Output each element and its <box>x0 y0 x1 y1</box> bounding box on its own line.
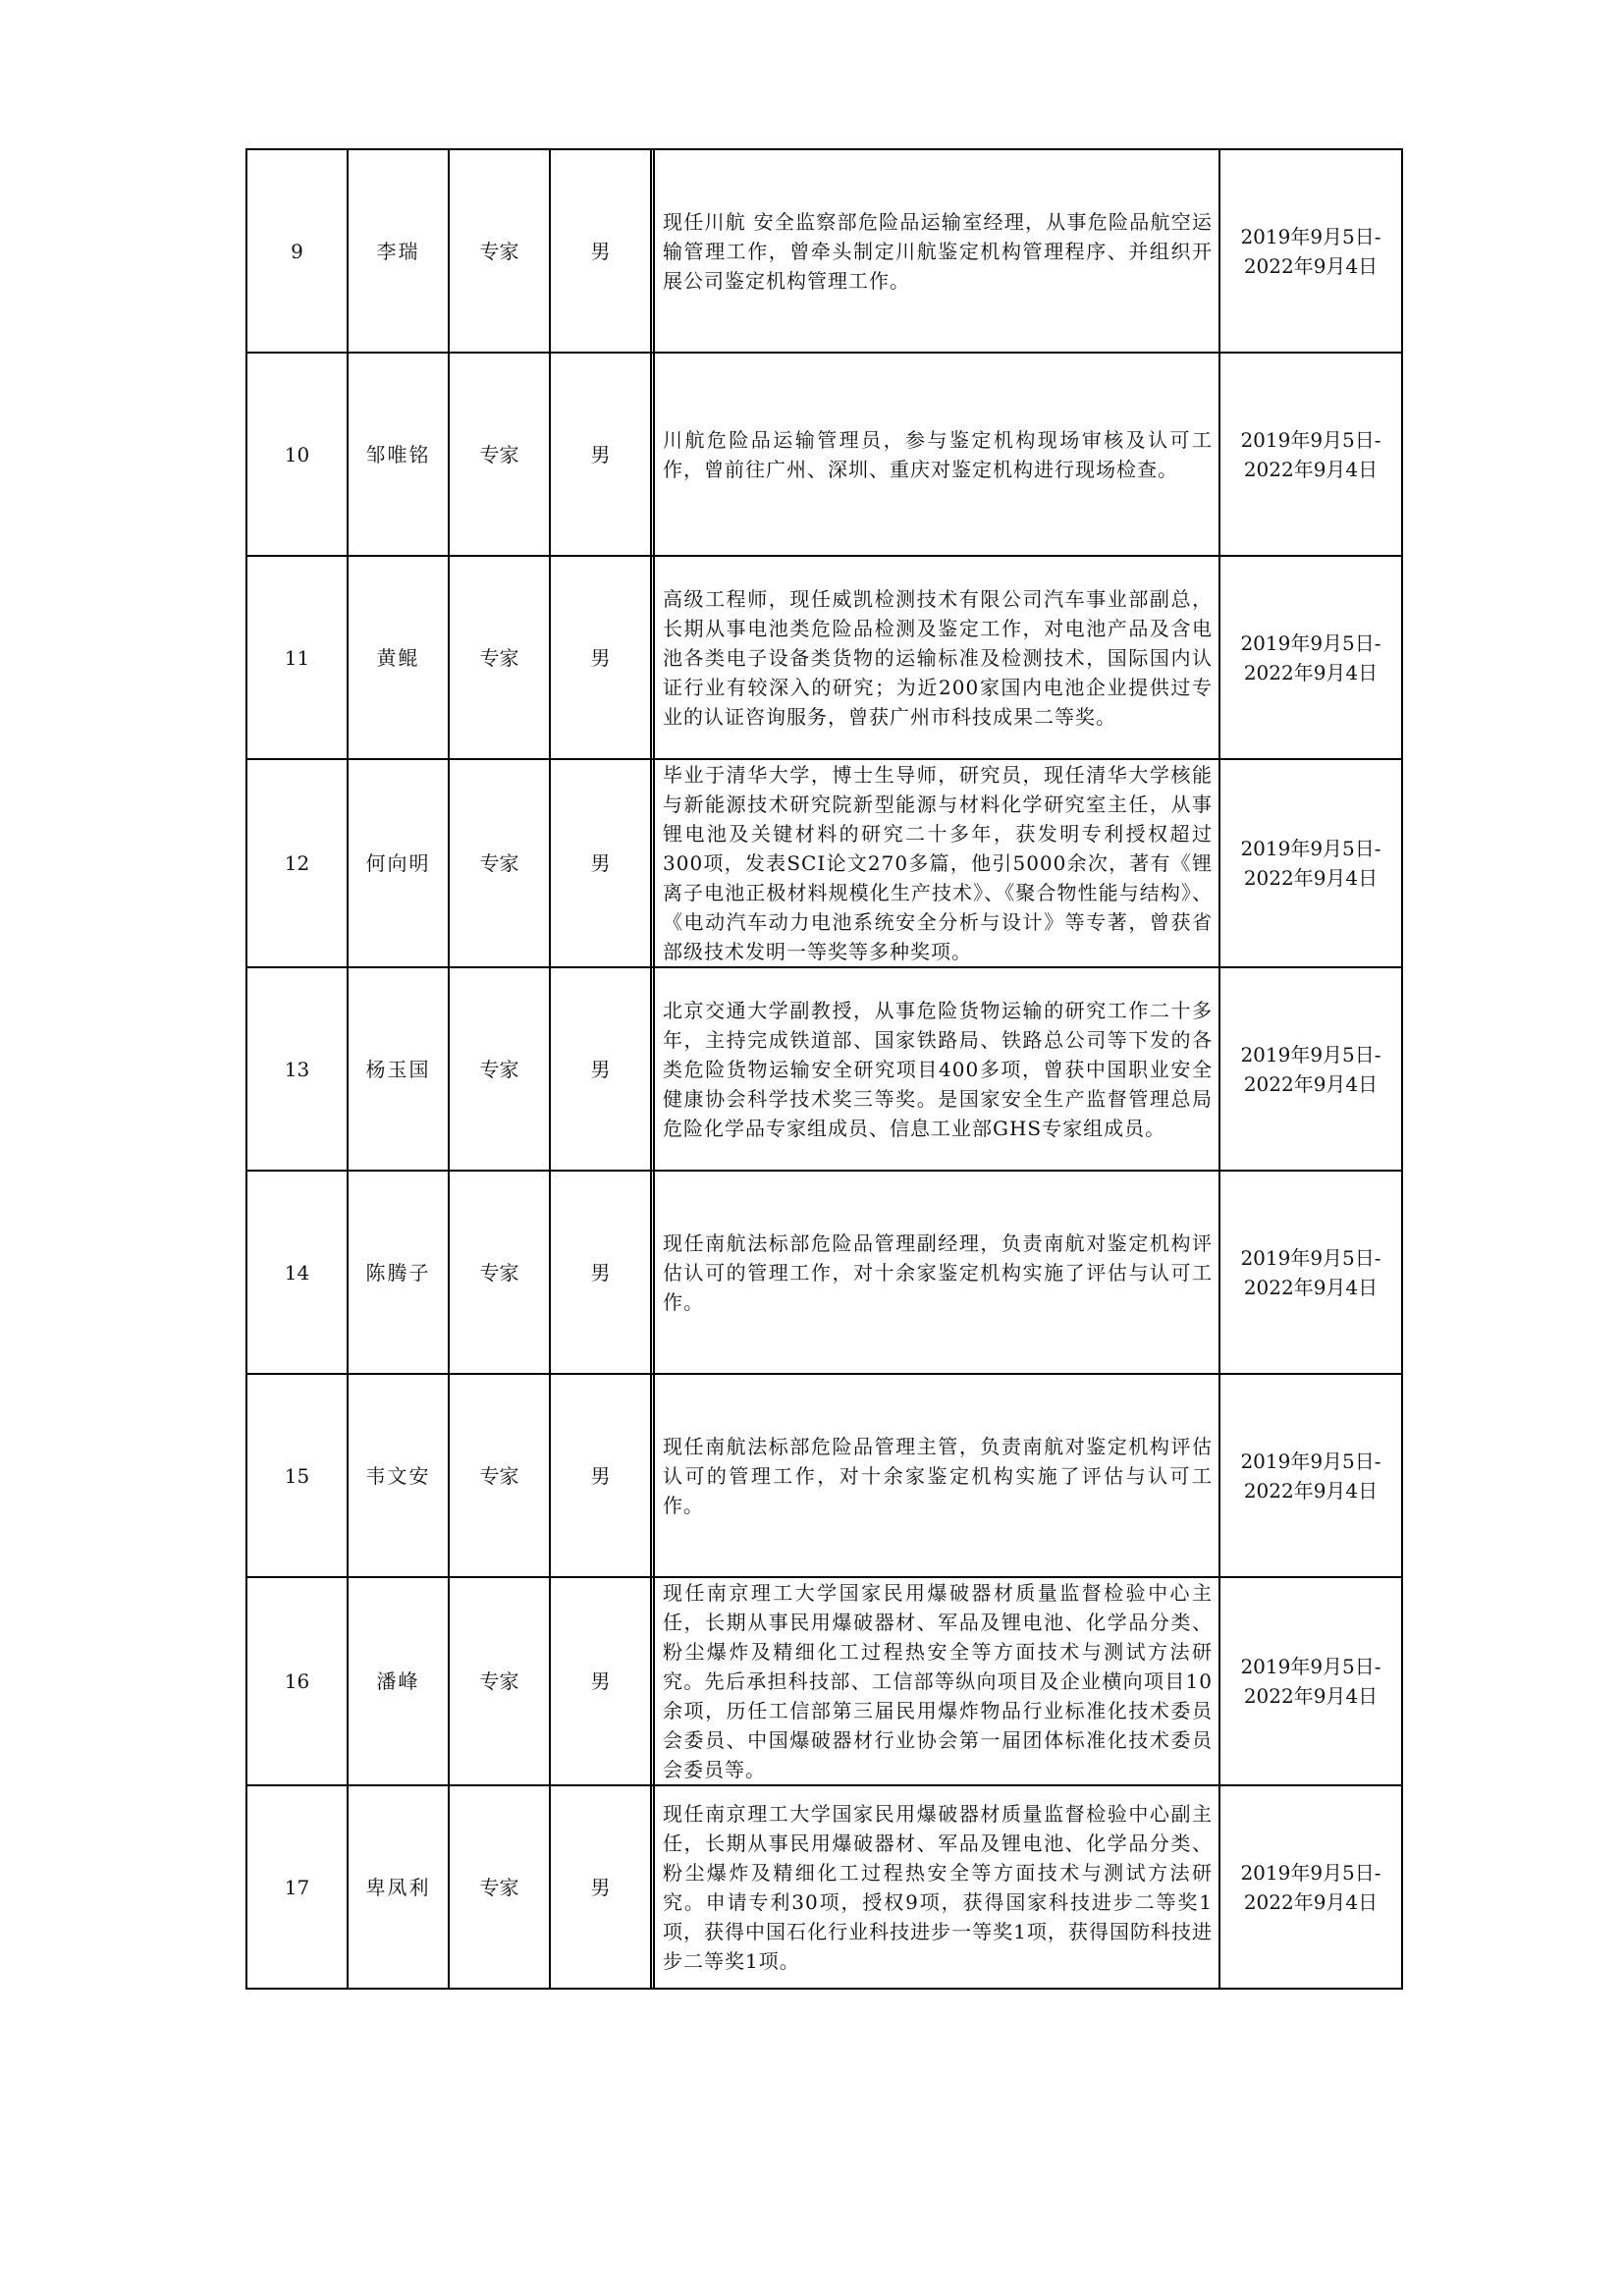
expert-gender: 男 <box>550 759 651 967</box>
row-number: 13 <box>246 967 348 1171</box>
term-end: 2022年9月4日 <box>1243 1478 1379 1503</box>
expert-role: 专家 <box>449 556 550 759</box>
term-of-office <box>1219 759 1402 967</box>
expert-gender: 男 <box>550 1785 651 1989</box>
expert-role: 专家 <box>449 353 550 556</box>
term-of-office <box>1219 353 1402 556</box>
row-number: 11 <box>246 556 348 759</box>
expert-role: 专家 <box>449 1577 550 1785</box>
term-of-office <box>1219 1171 1402 1374</box>
expert-bio <box>654 1785 1219 1989</box>
table-row <box>246 1374 1402 1577</box>
table-row <box>246 149 1402 353</box>
row-number: 14 <box>246 1171 348 1374</box>
term-start: 2019年9月5日- <box>1240 1042 1381 1066</box>
table-row <box>246 556 1402 759</box>
term-of-office <box>1219 1577 1402 1785</box>
term-end: 2022年9月4日 <box>1243 457 1379 481</box>
expert-table-body <box>246 149 1402 1989</box>
expert-gender: 男 <box>550 1374 651 1577</box>
table-row <box>246 1785 1402 1989</box>
expert-name <box>348 759 449 967</box>
expert-bio <box>654 967 1219 1171</box>
expert-bio-text: 毕业于清华大学，博士生导师，研究员，现任清华大学核能与新能源技术研究院新型能源与材料化学研究室主任，从事锂电池及关键材料的研究二十多年，获发明专利授权超过300项，发表SCI论文270多篇，他引5000余次，著有《锂离子电池正极材料规模化生产技术》、《聚合物性能与结构》、《电动汽车动力电池系统安全分析与设计》等专著，曾获省部级技术发明一等奖等多种奖项。 <box>663 763 1213 963</box>
term-start: 2019年9月5日- <box>1240 1655 1381 1678</box>
expert-name-text: 陈腾子 <box>365 1260 431 1285</box>
expert-role: 专家 <box>449 149 550 353</box>
expert-gender: 男 <box>550 149 651 353</box>
expert-name <box>348 556 449 759</box>
term-end: 2022年9月4日 <box>1243 660 1379 684</box>
expert-bio-text: 川航危险品运输管理员，参与鉴定机构现场审核及认可工作，曾前往广州、深圳、重庆对鉴定机构进行现场检查。 <box>663 427 1213 481</box>
table-row <box>246 353 1402 556</box>
term-of-office <box>1219 1785 1402 1989</box>
expert-bio <box>654 556 1219 759</box>
expert-name-text: 何向明 <box>365 851 431 875</box>
row-number: 15 <box>246 1374 348 1577</box>
expert-name-text: 韦文安 <box>365 1463 431 1488</box>
expert-gender: 男 <box>550 353 651 556</box>
term-end: 2022年9月4日 <box>1243 1889 1379 1914</box>
expert-name-text: 黄鲲 <box>376 645 420 670</box>
term-end: 2022年9月4日 <box>1243 1071 1379 1096</box>
expert-bio-text: 现任南京理工大学国家民用爆破器材质量监督检验中心副主任，长期从事民用爆破器材、军品及锂电池、化学品分类、粉尘爆炸及精细化工过程热安全等方面技术与测试方法研究。申请专利30项，授权9项，获得国家科技进步二等奖1项，获得中国石化行业科技进步一等奖1项，获得国防科技进步二等奖1项。 <box>663 1801 1213 1973</box>
table-row <box>246 967 1402 1171</box>
expert-name <box>348 1785 449 1989</box>
expert-name <box>348 353 449 556</box>
term-start: 2019年9月5日- <box>1240 1860 1381 1885</box>
expert-bio <box>654 1171 1219 1374</box>
table-row <box>246 1577 1402 1785</box>
expert-bio <box>654 353 1219 556</box>
expert-table <box>245 148 1403 1990</box>
term-of-office <box>1219 556 1402 759</box>
term-end: 2022年9月4日 <box>1243 866 1379 890</box>
expert-gender: 男 <box>550 1577 651 1785</box>
expert-role: 专家 <box>449 759 550 967</box>
term-start: 2019年9月5日- <box>1240 1449 1381 1473</box>
expert-bio-text: 北京交通大学副教授，从事危险货物运输的研究工作二十多年，主持完成铁道部、国家铁路局、铁路总公司等下发的各类危险货物运输安全研究项目400多项，曾获中国职业安全健康协会科学技术奖三等奖。是国家安全生产监督管理总局危险化学品专家组成员、信息工业部GHS专家组成员。 <box>663 998 1213 1140</box>
expert-name-text: 潘峰 <box>376 1669 420 1693</box>
expert-gender: 男 <box>550 967 651 1171</box>
expert-bio-text: 现任南京理工大学国家民用爆破器材质量监督检验中心主任，长期从事民用爆破器材、军品及锂电池、化学品分类、粉尘爆炸及精细化工过程热安全等方面技术与测试方法研究。先后承担科技部、工信部等纵向项目及企业横向项目10余项，历任工信部第三届民用爆炸物品行业标准化技术委员会委员、中国爆破器材行业协会第一届团体标准化技术委员会委员等。 <box>663 1581 1213 1781</box>
expert-name-text: 卑凤利 <box>365 1875 431 1899</box>
term-start: 2019年9月5日- <box>1240 630 1381 655</box>
expert-role: 专家 <box>449 1171 550 1374</box>
row-number: 12 <box>246 759 348 967</box>
term-start: 2019年9月5日- <box>1240 427 1381 452</box>
expert-role: 专家 <box>449 1374 550 1577</box>
expert-bio-text: 现任南航法标部危险品管理副经理，负责南航对鉴定机构评估认可的管理工作，对十余家鉴定机构实施了评估与认可工作。 <box>663 1230 1213 1314</box>
expert-name-text: 李瑞 <box>376 239 420 263</box>
row-number: 16 <box>246 1577 348 1785</box>
expert-bio <box>654 759 1219 967</box>
expert-bio-text: 现任川航 安全监察部危险品运输室经理，从事危险品航空运输管理工作，曾牵头制定川航鉴定机构管理程序、并组织开展公司鉴定机构管理工作。 <box>663 209 1213 293</box>
term-start: 2019年9月5日- <box>1240 1245 1381 1270</box>
term-end: 2022年9月4日 <box>1243 1684 1379 1708</box>
expert-role: 专家 <box>449 967 550 1171</box>
expert-gender: 男 <box>550 556 651 759</box>
term-start: 2019年9月5日- <box>1240 837 1381 860</box>
expert-name-text: 邹唯铭 <box>365 442 431 466</box>
row-number: 10 <box>246 353 348 556</box>
term-of-office <box>1219 149 1402 353</box>
expert-bio <box>654 1374 1219 1577</box>
expert-bio-text: 现任南航法标部危险品管理主管，负责南航对鉴定机构评估认可的管理工作，对十余家鉴定机构实施了评估与认可工作。 <box>663 1434 1213 1517</box>
term-end: 2022年9月4日 <box>1243 1275 1379 1299</box>
term-of-office <box>1219 967 1402 1171</box>
row-number: 17 <box>246 1785 348 1989</box>
expert-bio-text: 高级工程师，现任威凯检测技术有限公司汽车事业部副总，长期从事电池类危险品检测及鉴定工作，对电池产品及含电池各类电子设备类货物的运输标准及检测技术，国际国内认证行业有较深入的研究；为近200家国内电池企业提供过专业的认证咨询服务，曾获广州市科技成果二等奖。 <box>663 586 1213 729</box>
expert-name <box>348 1374 449 1577</box>
term-end: 2022年9月4日 <box>1243 253 1379 278</box>
expert-name-text: 杨玉国 <box>365 1057 431 1081</box>
expert-name <box>348 967 449 1171</box>
expert-name <box>348 1577 449 1785</box>
expert-role: 专家 <box>449 1785 550 1989</box>
expert-gender: 男 <box>550 1171 651 1374</box>
expert-name <box>348 1171 449 1374</box>
expert-bio <box>654 1577 1219 1785</box>
expert-name <box>348 149 449 353</box>
table-row <box>246 1171 1402 1374</box>
term-of-office <box>1219 1374 1402 1577</box>
row-number: 9 <box>246 149 348 353</box>
table-row <box>246 759 1402 967</box>
term-start: 2019年9月5日- <box>1240 224 1381 248</box>
expert-bio <box>654 149 1219 353</box>
